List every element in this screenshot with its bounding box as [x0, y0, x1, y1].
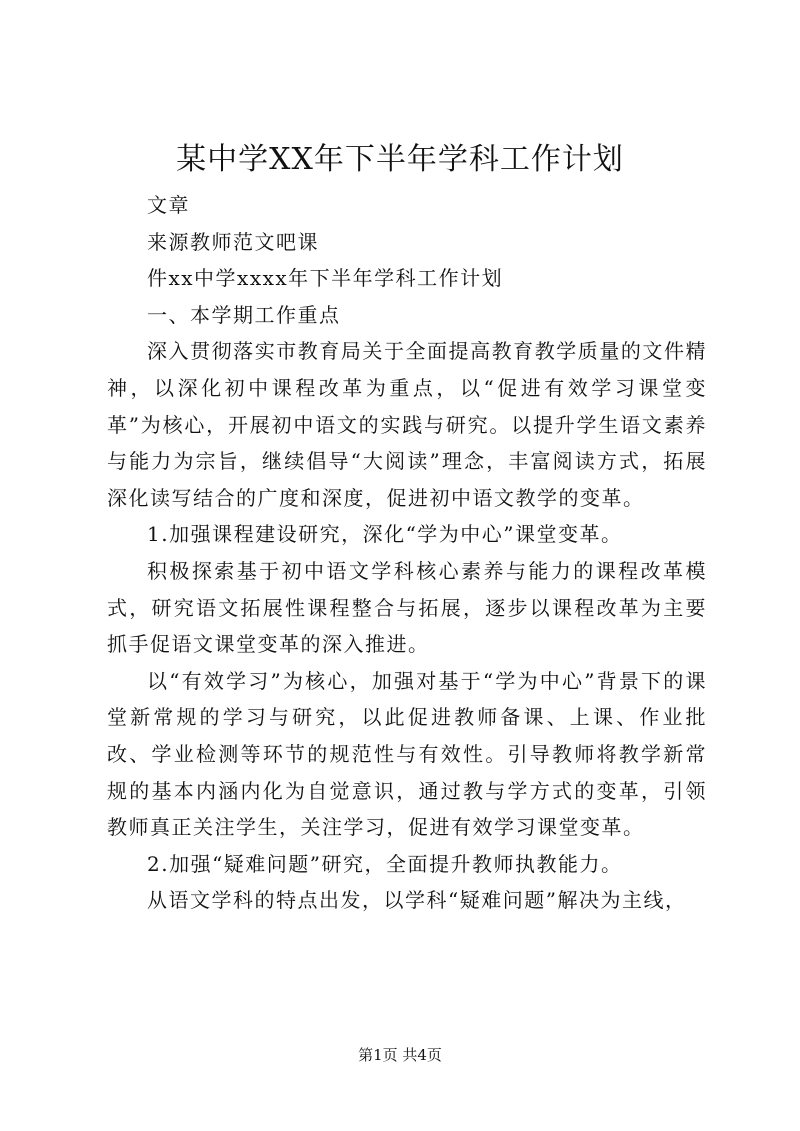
paragraph: 积极探索基于初中语文学科核心素养与能力的课程改革模式，研究语文拓展性课程整合与拓展，逐步以课程改革为主要抓手促语文课堂变革的深入推进。	[107, 558, 707, 657]
paragraph: 来源教师范文吧课	[147, 229, 319, 254]
paragraph: 以“有效学习”为核心，加强对基于“学为中心”背景下的课堂新常规的学习与研究，以此促进教师备课、上课、作业批改、学业检测等环节的规范性与有效性。引导教师将教学新常规的基本内涵内化为自觉意识，通过教与学方式的变革，引领教师真正关注学生，关注学习，促进有效学习课堂变革。	[107, 668, 707, 840]
document-title: 某中学XX年下半年学科工作计划	[176, 142, 624, 177]
paragraph: 深入贯彻落实市教育局关于全面提高教育教学质量的文件精神，以深化初中课程改革为重点，以“促进有效学习课堂变革”为核心，开展初中语文的实践与研究。以提升学生语文素养与能力为宗旨，继续倡导“大阅读”理念，丰富阅读方式，拓展深化读写结合的广度和深度，促进初中语文教学的变革。	[107, 339, 707, 510]
subsection-heading: 2.加强“疑难问题”研究，全面提升教师执教能力。	[147, 851, 623, 876]
paragraph: 文章	[147, 193, 190, 217]
paragraph: 从语文学科的特点出发，以学科“疑难问题”解决为主线，	[147, 888, 687, 913]
document-body	[107, 187, 707, 919]
section-heading: 一、本学期工作重点	[147, 302, 341, 327]
subsection-heading: 1.加强课程建设研究，深化“学为中心”课堂变革。	[147, 522, 623, 547]
paragraph: 件xx中学xxxx年下半年学科工作计划	[147, 266, 504, 291]
page-number-footer: 第1页 共4页	[358, 1046, 442, 1064]
